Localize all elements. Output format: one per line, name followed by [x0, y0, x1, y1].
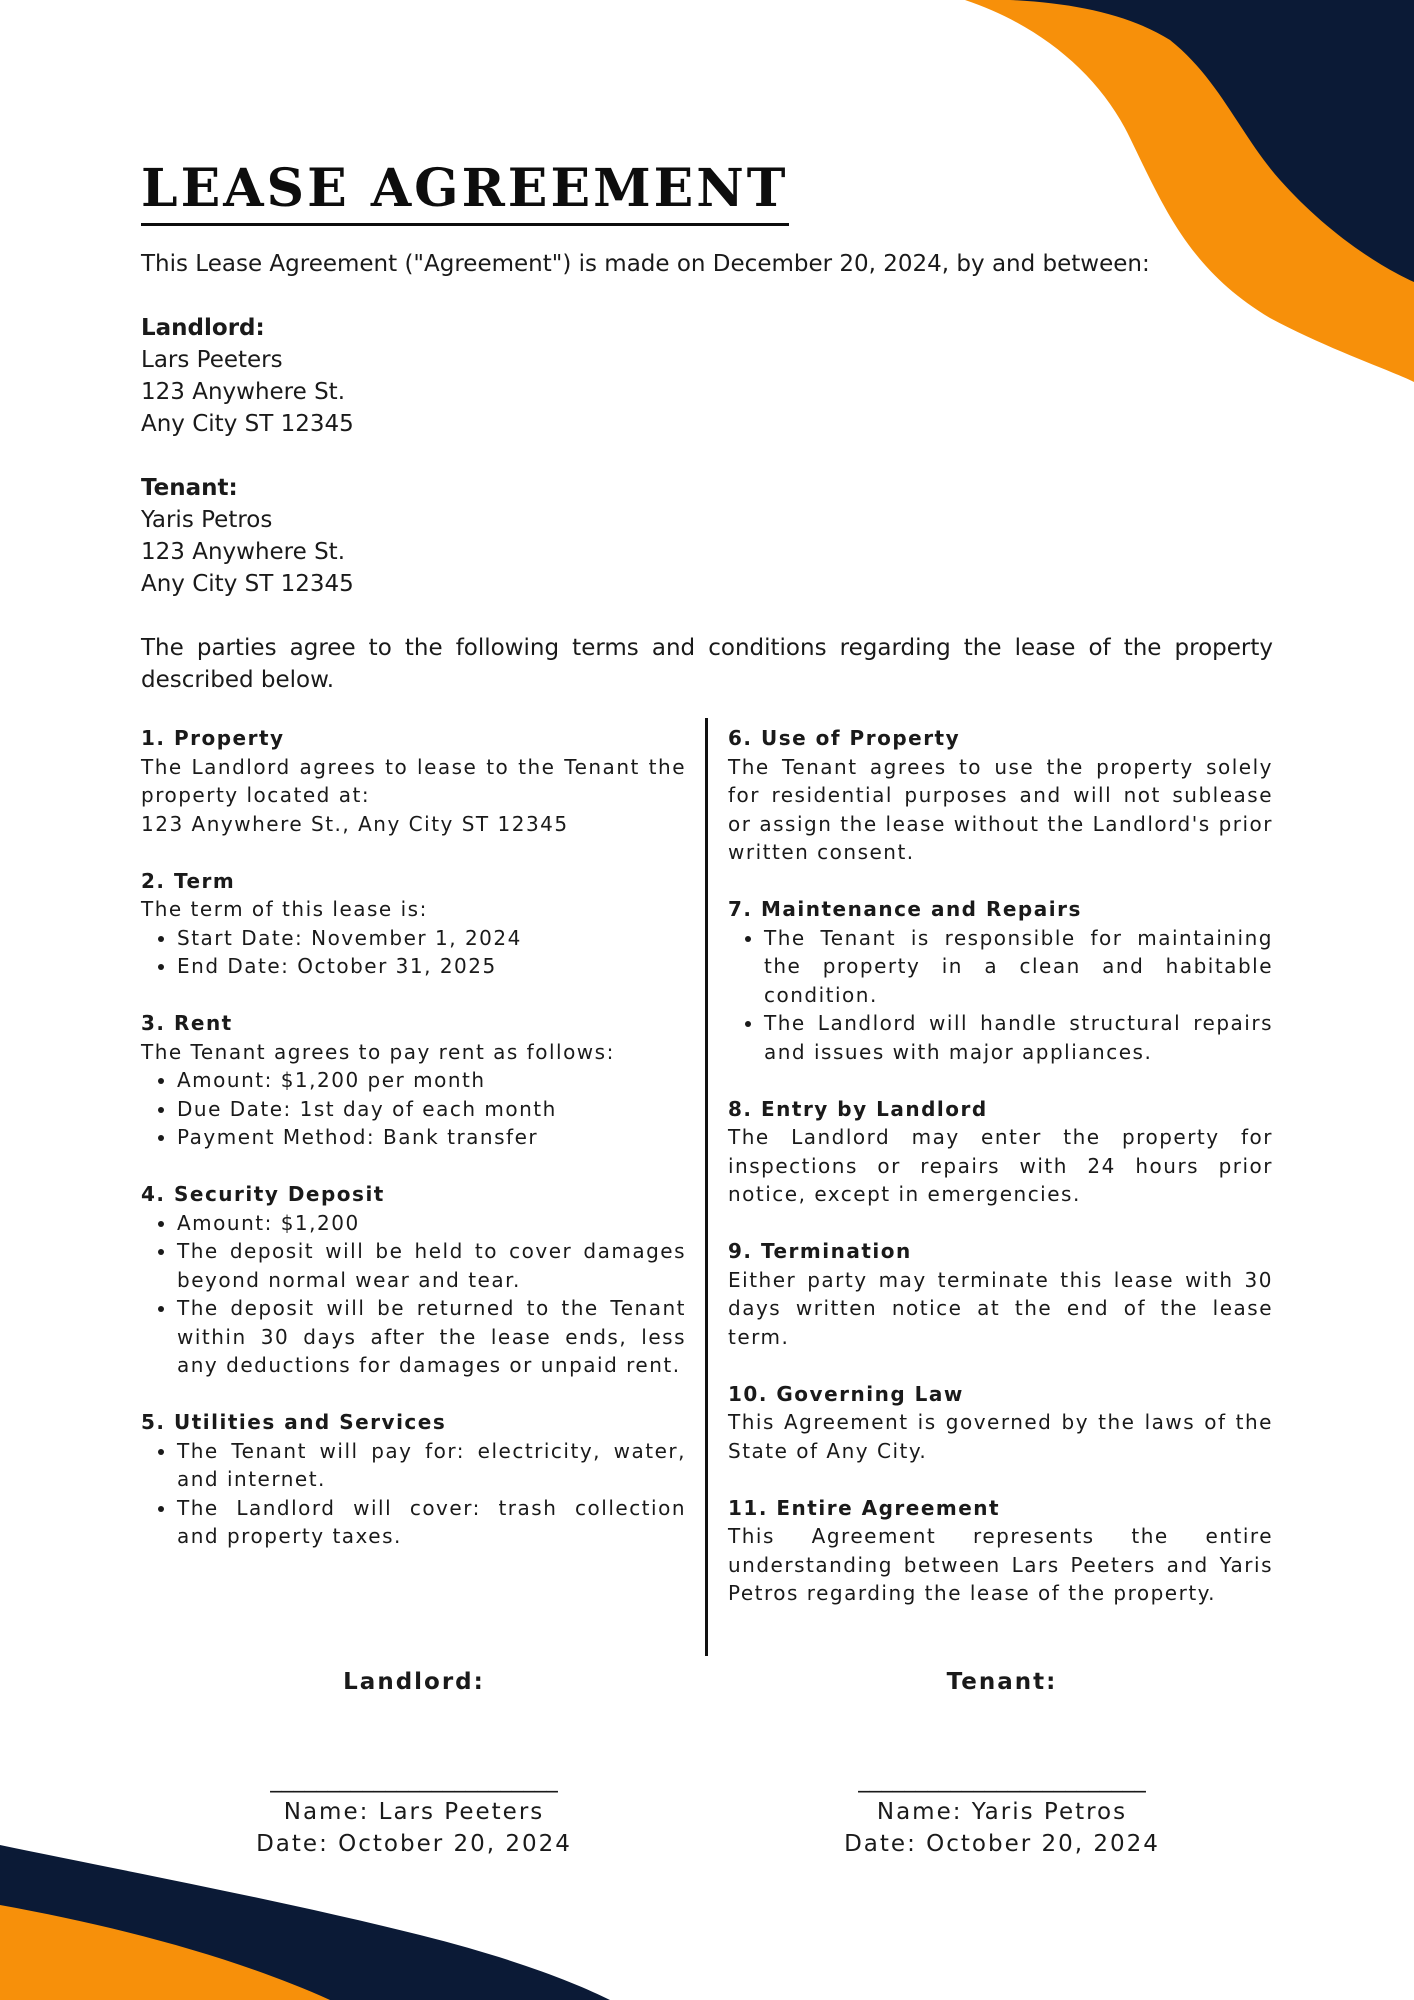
list-item: • The deposit will be returned to the Tenant within 30 days after the lease ends, less any deductions for damages or unpaid rent.: [177, 1294, 686, 1380]
section-security-deposit: [141, 1180, 686, 1380]
tenant-block: [141, 472, 1273, 600]
landlord-block: [141, 312, 1273, 440]
signature-role-label: Tenant:: [946, 1669, 1058, 1695]
list-item: • Amount: $1,200 per month: [177, 1066, 686, 1095]
section-termination: [728, 1237, 1273, 1351]
section-heading: 7. Maintenance and Repairs: [728, 897, 1082, 921]
section-text: The Landlord may enter the property for inspections or repairs with 24 hours prior notice, except in emergencies.: [728, 1125, 1273, 1206]
document-title: LEASE AGREEMENT: [141, 158, 789, 226]
list-item: • Payment Method: Bank transfer: [177, 1123, 686, 1152]
tenant-label: Tenant:: [141, 475, 238, 501]
section-maintenance: [728, 895, 1273, 1066]
terms-column-right: [728, 724, 1273, 1636]
maintenance-list: [728, 924, 1273, 1067]
section-heading: 5. Utilities and Services: [141, 1410, 447, 1434]
list-item: • The Tenant will pay for: electricity, water, and internet.: [177, 1437, 686, 1494]
section-text: The Tenant agrees to pay rent as follows:: [141, 1039, 615, 1064]
section-text: The Tenant agrees to use the property solely for residential purposes and will not sublease or assign the lease without the Landlord's prior written consent.: [728, 754, 1273, 864]
signature-role-label: Landlord:: [343, 1669, 485, 1695]
list-item: • The deposit will be held to cover damages beyond normal wear and tear.: [177, 1237, 686, 1294]
terms-column-left: [141, 724, 686, 1579]
landlord-address-line2: Any City ST 12345: [141, 411, 354, 437]
section-utilities: [141, 1408, 686, 1551]
list-item: • The Tenant is responsible for maintaining the property in a clean and habitable condition.: [764, 924, 1273, 1010]
section-heading: 6. Use of Property: [728, 726, 961, 750]
list-item: • Start Date: November 1, 2024: [177, 924, 686, 953]
section-term: [141, 867, 686, 981]
signature-date: Date: October 20, 2024: [256, 1831, 572, 1857]
landlord-name: Lars Peeters: [141, 347, 283, 373]
tenant-address-line1: 123 Anywhere St.: [141, 539, 346, 565]
list-item: • The Landlord will handle structural repairs and issues with major appliances.: [764, 1009, 1273, 1066]
section-governing-law: [728, 1380, 1273, 1466]
section-property: [141, 724, 686, 838]
deposit-list: [141, 1209, 686, 1380]
section-use-of-property: [728, 724, 1273, 867]
section-heading: 11. Entire Agreement: [728, 1495, 1001, 1520]
section-text: This Agreement is governed by the laws of the State of Any City.: [728, 1410, 1273, 1463]
section-heading: 1. Property: [141, 726, 285, 750]
signature-date: Date: October 20, 2024: [844, 1831, 1160, 1857]
section-entry: [728, 1095, 1273, 1209]
section-heading: 10. Governing Law: [728, 1381, 964, 1406]
landlord-signature-block: [214, 1666, 614, 1860]
signature-line: _________________________: [858, 1767, 1146, 1793]
section-heading: 3. Rent: [141, 1011, 233, 1035]
section-heading: 8. Entry by Landlord: [728, 1096, 988, 1121]
list-item: • Due Date: 1st day of each month: [177, 1095, 686, 1124]
property-address: 123 Anywhere St., Any City ST 12345: [141, 811, 569, 836]
section-heading: 9. Termination: [728, 1239, 912, 1263]
section-entire-agreement: [728, 1494, 1273, 1608]
signature-line: _________________________: [270, 1767, 558, 1793]
tenant-signature-block: [802, 1666, 1202, 1860]
tenant-address-line2: Any City ST 12345: [141, 571, 354, 597]
tenant-name: Yaris Petros: [141, 507, 273, 533]
section-heading: 4. Security Deposit: [141, 1182, 385, 1206]
section-text: This Agreement represents the entire understanding between Lars Peeters and Yaris Petros regarding the lease of the property.: [728, 1524, 1273, 1605]
term-list: [141, 924, 686, 981]
list-item: • End Date: October 31, 2025: [177, 952, 686, 981]
rent-list: [141, 1066, 686, 1152]
intro-text: This Lease Agreement ("Agreement") is made on December 20, 2024, by and between:: [141, 251, 1150, 277]
list-item: • The Landlord will cover: trash collection and property taxes.: [177, 1494, 686, 1551]
section-text: The Landlord agrees to lease to the Tenant the property located at:: [141, 754, 686, 807]
utilities-list: [141, 1437, 686, 1551]
section-rent: [141, 1009, 686, 1152]
intro-block: [141, 248, 1273, 728]
signer-name: Name: Lars Peeters: [283, 1799, 545, 1825]
section-heading: 2. Term: [141, 868, 236, 893]
section-text: The term of this lease is:: [141, 897, 428, 921]
landlord-label: Landlord:: [141, 315, 265, 341]
section-text: Either party may terminate this lease with 30 days written notice at the end of the lease term.: [728, 1267, 1273, 1349]
column-divider: [705, 718, 708, 1656]
list-item: • Amount: $1,200: [177, 1209, 686, 1238]
landlord-address-line1: 123 Anywhere St.: [141, 379, 346, 405]
agreement-terms-intro: The parties agree to the following terms and conditions regarding the lease of the property described below.: [141, 635, 1273, 693]
signer-name: Name: Yaris Petros: [876, 1799, 1128, 1825]
